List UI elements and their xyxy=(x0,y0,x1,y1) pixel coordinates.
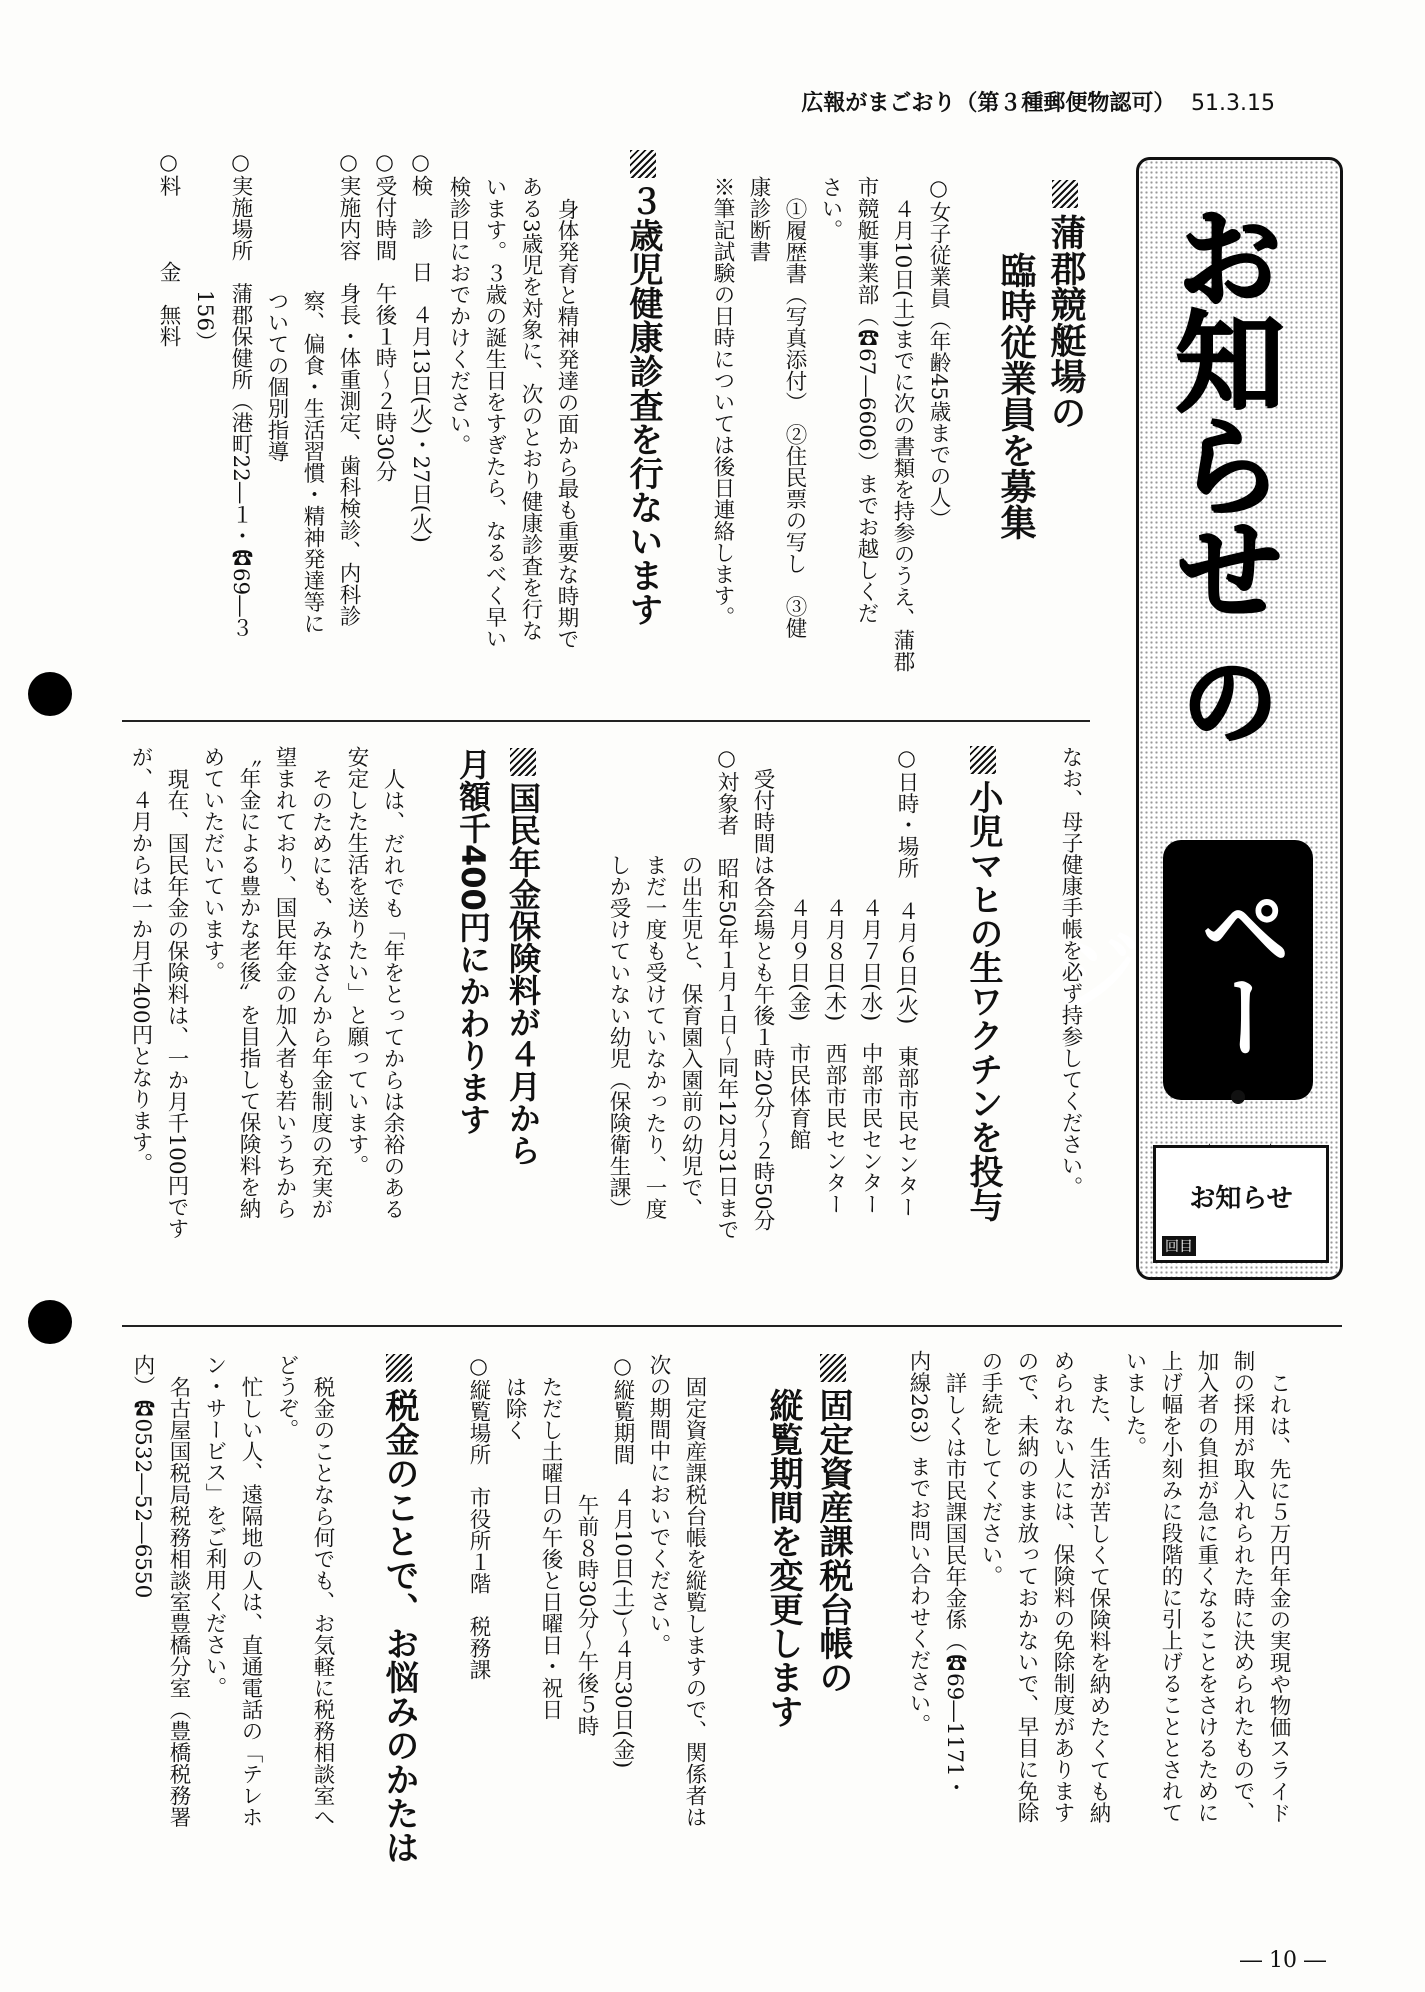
item-value: ついての個別指導 xyxy=(264,289,289,462)
item-label: ○料 金 xyxy=(156,150,181,283)
polio-schedule-row xyxy=(780,746,816,1286)
page-number: ― 10 ― xyxy=(1240,1948,1326,1973)
keitei-line: ※筆記試験の日時については後日連絡します。 xyxy=(710,176,735,628)
sign-nail-icon xyxy=(1231,1090,1245,1104)
banner-title-no: の xyxy=(1162,648,1279,743)
divider-lower xyxy=(122,1325,1342,1327)
nenkin-line: が、４月からは一か月千400円となります。 xyxy=(128,746,153,1175)
zeikin-title-text: 税金のことで、お悩みのかたは xyxy=(379,1388,419,1864)
nenkin-line: 現在、国民年金の保険料は、一か月千100円です xyxy=(164,767,189,1239)
polio-schedule-row xyxy=(816,746,852,1286)
kenshin-item xyxy=(294,150,330,710)
page-header xyxy=(801,86,1275,117)
kotei-body xyxy=(460,1354,712,1934)
section-mark-icon xyxy=(1052,180,1078,208)
nenkin-cont-line: ので、未納のまま放っておかないで、早目に免除 xyxy=(1014,1350,1039,1823)
period-label: ○縦覧期間 xyxy=(610,1354,635,1465)
nenkin-cont-line: の手続をしてください。 xyxy=(978,1350,1003,1587)
kenshin-intro-line: ある3歳児を対象に、次のとおり健康診査を行な xyxy=(518,176,543,642)
banner-sign xyxy=(1153,1145,1329,1263)
kotei-title-line1: 固定資産課税台帳の xyxy=(813,1388,853,1694)
item-label: ○実施場所 xyxy=(228,150,253,261)
kenshin-intro-line: 身体発育と精神発達の面から最も重要な時期で xyxy=(554,197,579,649)
zeikin-line: 名古屋国税局税務相談室豊橋分室（豊橋税務署 xyxy=(166,1375,191,1827)
section-mark-icon xyxy=(386,1354,412,1382)
divider-upper xyxy=(122,720,1090,722)
banner-title xyxy=(1156,200,1284,743)
zeikin-line: 内）☎0532―52―6550 xyxy=(130,1354,155,1599)
item-label: ○検 診 日 xyxy=(408,150,433,283)
keitei-line: さい。 xyxy=(818,176,843,241)
kenshin-title-text: ３歳児健康診査を行ないます xyxy=(623,184,663,626)
nenkin-line: 安定した生活を送りたい」と願っています。 xyxy=(344,746,369,1176)
item-value: 察、偏食・生活習慣・精神発達等に xyxy=(300,289,325,634)
nenkin-cont-line: いました。 xyxy=(1122,1350,1147,1458)
kotei-period xyxy=(604,1354,640,1934)
item-value: ４月13日(火)・27日(火) xyxy=(408,304,433,543)
section-mark-icon xyxy=(820,1354,846,1382)
target-line: まだ一度も受けていなかったり、一度 xyxy=(642,853,667,1219)
item-label: ○受付時間 xyxy=(372,150,397,261)
polio-target xyxy=(708,746,744,1286)
polio-title xyxy=(958,746,1008,1286)
zeikin-line: ン・サービス」をご利用ください。 xyxy=(202,1354,227,1698)
zeikin-title xyxy=(374,1354,424,1934)
place-label: ○縦覧場所 xyxy=(466,1354,491,1465)
item-value: 午後１時～２時30分 xyxy=(372,282,397,482)
zeikin-line: 税金のことなら何でも、お気軽に税務相談室へ xyxy=(310,1375,335,1827)
publication-name: 広報がまごおり（第３種郵便物認可） xyxy=(801,91,1176,116)
nenkin-line: 〝年金による豊かな老後〟を目指して保険料を納 xyxy=(236,746,261,1219)
nenkin-cont-line: また、生活が苦しくて保険料を納めたくても納 xyxy=(1086,1371,1111,1823)
nenkin-line: そのためにも、みなさんから年金制度の充実が xyxy=(308,767,333,1219)
nenkin-line: めていただいています。 xyxy=(200,746,225,983)
sign-sub: 回目 xyxy=(1162,1236,1196,1256)
keitei-title xyxy=(990,180,1090,700)
kenshin-items xyxy=(150,150,438,710)
keitei-line: ○女子従業員（年齢45歳までの人） xyxy=(926,176,951,530)
keitei-body xyxy=(704,176,956,696)
nenkin-title xyxy=(448,748,548,1288)
zeikin-line: どうぞ。 xyxy=(274,1354,299,1440)
kotei-title xyxy=(758,1354,858,1934)
schedule-place: 東部市民センター xyxy=(894,1045,919,1218)
kotei-title-line2: 縦覧期間を変更します xyxy=(763,1388,803,1728)
kenshin-item xyxy=(150,150,186,710)
place-value: 市役所１階 税務課 xyxy=(466,1486,491,1680)
keitei-title-line2: 臨時従業員を募集 xyxy=(995,252,1036,540)
punch-hole-bottom xyxy=(28,1300,72,1344)
sign-text: お知らせ xyxy=(1189,1184,1293,1214)
kenshin-item xyxy=(222,150,258,710)
target-line: の出生児と、保育園入園前の幼児で、 xyxy=(678,853,703,1219)
kenshin-title xyxy=(618,150,668,710)
kenshin-item xyxy=(258,150,294,710)
kenshin-item xyxy=(402,150,438,710)
issue-date: 51.3.15 xyxy=(1191,91,1275,116)
section-mark-icon xyxy=(970,746,996,774)
polio-title-text: 小児マヒの生ワクチンを投与 xyxy=(963,780,1003,1222)
nenkin-cont xyxy=(900,1350,1296,1930)
banner-page-text: ページ xyxy=(1035,882,1292,1058)
kenshin-item xyxy=(186,150,222,710)
kotei-line: 次の期間中においでください。 xyxy=(646,1354,671,1655)
kenshin-item xyxy=(366,150,402,710)
item-value: 身長・体重測定、歯科検診、内科診 xyxy=(336,282,361,627)
kenshin-intro-line: います。３歳の誕生日をすぎたら、なるべく早い xyxy=(482,176,507,649)
period-line: ４月10日(土)～４月30日(金) xyxy=(610,1486,635,1769)
item-value: 156） xyxy=(192,289,217,353)
period-line: ただし土曜日の午後と日曜日・祝日 xyxy=(538,1375,563,1720)
kotei-place xyxy=(460,1354,496,1934)
section-mark-icon xyxy=(630,150,656,178)
item-value: 無料 xyxy=(156,304,181,347)
period-line: 午前８時30分～午後５時 xyxy=(574,1493,599,1737)
item-label: ○実施内容 xyxy=(336,150,361,261)
nenkin-cont-line: 詳しくは市民課国民年金係（☎69―1171・ xyxy=(942,1371,967,1798)
kotei-line: 固定資産課税台帳を縦覧しますので、関係者は xyxy=(682,1375,707,1827)
nenkin-cont-line: 加入者の負担が急に重くなることをさけるために xyxy=(1194,1350,1219,1823)
nenkin-cont-line: これは、先に５万円年金の実現や物価スライド xyxy=(1266,1371,1291,1823)
schedule-date: ４月９日(金) xyxy=(786,896,811,1021)
punch-hole-top xyxy=(28,672,72,716)
schedule-date: ４月６日(火) xyxy=(894,900,919,1025)
kenshin-intro xyxy=(440,176,584,716)
keitei-title-line1: 蒲郡競艇場の xyxy=(1045,214,1086,430)
zeikin-line: 忙しい人、遠隔地の人は、直通電話の「テレホ xyxy=(238,1375,263,1827)
schedule-label: ○日時・場所 xyxy=(894,746,919,879)
banner-title-part1: お知らせ xyxy=(1156,200,1284,616)
keitei-line: 市競艇事業部（☎67―6606）までお越しくだ xyxy=(854,176,879,624)
kenshin-item xyxy=(330,150,366,710)
schedule-date: ４月７日(水) xyxy=(858,896,883,1021)
schedule-date: ４月８日(木) xyxy=(822,896,847,1021)
keitei-line: 康診断書 xyxy=(746,176,771,262)
polio-reception: 受付時間は各会場とも午後１時20分～２時50分 xyxy=(750,767,775,1231)
nenkin-body xyxy=(122,746,410,1286)
boshi-note-text: なお、母子健康手帳を必ず持参してください。 xyxy=(1058,746,1083,1198)
polio-schedule-row xyxy=(852,746,888,1286)
polio-schedule-row xyxy=(888,746,924,1286)
nenkin-title-line2: 月額千400円にかわります xyxy=(454,748,492,1135)
nenkin-cont-line: 内線263）までお問い合わせください。 xyxy=(906,1350,931,1736)
sign-hanger xyxy=(1208,1100,1272,1146)
schedule-place: 市民体育館 xyxy=(786,1042,811,1150)
target-line: しか受けていない幼児（保険衛生課） xyxy=(606,853,631,1219)
schedule-place: 西部市民センター xyxy=(822,1042,847,1215)
schedule-place: 中部市民センター xyxy=(858,1042,883,1215)
boshi-note xyxy=(1052,746,1088,1286)
nenkin-cont-line: められない人には、保険料の免除制度があります xyxy=(1050,1350,1075,1823)
target-line: 昭和50年１月１日～同年12月31日まで xyxy=(714,857,739,1241)
nenkin-cont-line: 上げ幅を小刻みに段階的に引上げることとされて xyxy=(1158,1350,1183,1823)
nenkin-line: 望まれており、国民年金の加入者も若いうちから xyxy=(272,746,297,1219)
nenkin-cont-line: 制の採用が取入れられた時に決められたもので、 xyxy=(1230,1350,1255,1823)
polio-body xyxy=(600,746,924,1286)
period-line: は除く xyxy=(502,1375,527,1440)
item-value: 蒲郡保健所（港町22―１・☎69―３ xyxy=(228,282,253,639)
keitei-line: ４月10日(土)までに次の書類を持参のうえ、蒲郡 xyxy=(890,197,915,672)
nenkin-line: 人は、だれでも「年をとってからは余裕のある xyxy=(380,767,405,1219)
zeikin-body xyxy=(124,1354,340,1934)
target-label: ○対象者 xyxy=(714,746,739,836)
section-mark-icon xyxy=(510,748,536,776)
kenshin-intro-line: 検診日におでかけください。 xyxy=(446,176,471,456)
nenkin-title-line1: 国民年金保険料が４月から xyxy=(504,782,542,1166)
keitei-line: ①履歴書（写真添付） ②住民票の写し ③健 xyxy=(782,197,807,639)
